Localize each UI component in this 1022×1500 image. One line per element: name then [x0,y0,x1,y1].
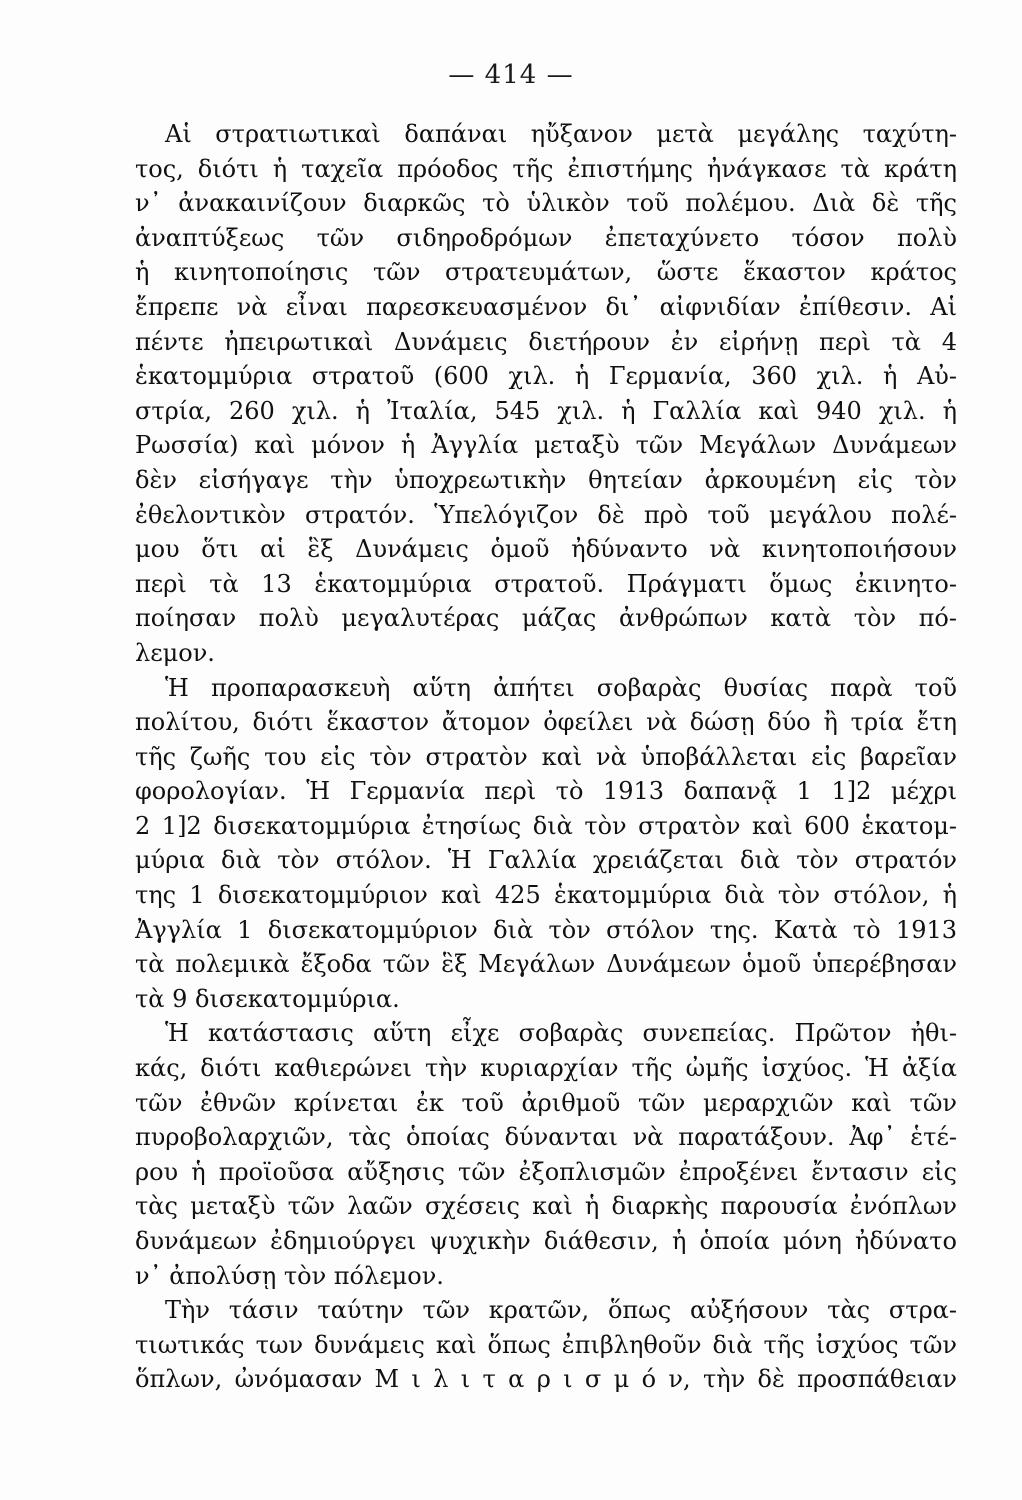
text-line: τιωτικάς των δυνάμεις καὶ ὅπως ἐπιβληθοῦν διὰ τῆς ἰσχύος τῶν [135,1330,957,1359]
text-line: της 1 δισεκατομμύριον καὶ 425 ἑκατομμύρια διὰ τὸν στόλον, ἡ [135,881,957,910]
text-line: Ἡ προπαρασκευὴ αὕτη ἀπήτει σοβαρὰς θυσίας παρὰ τοῦ [165,673,957,702]
text-line: τος, διότι ἡ ταχεῖα πρόοδος τῆς ἐπιστήμης ἠνάγκασε τὰ κράτη [135,154,957,183]
text-line: ἡ κινητοποίησις τῶν στρατευμάτων, ὥστε ἕκαστον κράτος [135,258,957,287]
text-line: 2 1]2 δισεκατομμύρια ἐτησίως διὰ τὸν στρατὸν καὶ 600 ἑκατομ- [135,811,957,840]
text-line: στρία, 260 χιλ. ἡ Ἰταλία, 545 χιλ. ἡ Γαλλία καὶ 940 χιλ. ἡ [135,396,957,425]
text-line: μου ὅτι αἱ ἓξ Δυνάμεις ὁμοῦ ἠδύναντο νὰ κινητοποιήσουν [135,535,957,564]
body-text [135,117,957,1397]
text-line: φορολογίαν. Ἡ Γερμανία περὶ τὸ 1913 δαπανᾷ 1 1]2 μέχρι [135,777,957,806]
text-line: κάς, διότι καθιερώνει τὴν κυριαρχίαν τῆς ὠμῆς ἰσχύος. Ἡ ἀξία [135,1054,957,1083]
text-line: Ρωσσία) καὶ μόνον ἡ Ἀγγλία μεταξὺ τῶν Μεγάλων Δυνάμεων [135,431,957,460]
text-line: τὰ πολεμικὰ ἔξοδα τῶν ἓξ Μεγάλων Δυνάμεων ὁμοῦ ὑπερέβησαν [135,950,957,979]
text-line: ρου ἡ προϊοῦσα αὔξησις τῶν ἐξοπλισμῶν ἐπροξένει ἔντασιν εἰς [135,1157,957,1186]
text-line: πυροβολαρχιῶν, τὰς ὁποίας δύνανται νὰ παρατάξουν. Ἀφ᾿ ἑτέ- [135,1123,957,1152]
text-line: μύρια διὰ τὸν στόλον. Ἡ Γαλλία χρειάζεται διὰ τὸν στρατόν [135,846,957,875]
text-line: Ἡ κατάστασις αὕτη εἶχε σοβαρὰς συνεπείας. Πρῶτον ἠθι- [165,1019,957,1048]
text-line: δὲν εἰσήγαγε τὴν ὑποχρεωτικὴν θητείαν ἀρκουμένη εἰς τὸν [135,465,957,494]
text-line: ὅπλων, ὠνόμασαν Μ ι λ ι τ α ρ ι σ μ ό ν, τὴν δὲ προσπάθειαν [135,1365,957,1394]
text-line: ν᾿ ἀπολύσῃ τὸν πόλεμον. [135,1261,444,1290]
text-line: λεμον. [135,638,215,667]
text-line: ἑκατομμύρια στρατοῦ (600 χιλ. ἡ Γερμανία, 360 χιλ. ἡ Αὐ- [135,362,957,391]
text-line: Αἱ στρατιωτικαὶ δαπάναι ηὔξανον μετὰ μεγάλης ταχύτη- [165,120,957,148]
text-line: ἐθελοντικὸν στρατόν. Ὑπελόγιζον δὲ πρὸ τοῦ μεγάλου πολέ- [135,500,957,529]
page-number: — 414 — [448,60,574,90]
text-line: τῆς ζωῆς του εἰς τὸν στρατὸν καὶ νὰ ὑποβάλλεται εἰς βαρεῖαν [135,742,957,771]
text-line: πολίτου, διότι ἕκαστον ἄτομον ὀφείλει νὰ δώσῃ δύο ἢ τρία ἔτη [135,708,957,737]
text-line: ποίησαν πολὺ μεγαλυτέρας μάζας ἀνθρώπων κατὰ τὸν πό- [135,604,957,633]
text-line: περὶ τὰ 13 ἑκατομμύρια στρατοῦ. Πράγματι ὅμως ἐκινητο- [135,569,957,598]
text-line: δυνάμεων ἐδημιούργει ψυχικὴν διάθεσιν, ἡ ὁποία μόνη ἠδύνατο [135,1227,957,1255]
text-line: Τὴν τάσιν ταύτην τῶν κρατῶν, ὅπως αὐξήσουν τὰς στρα- [165,1296,957,1325]
text-line: ν᾿ ἀνακαινίζουν διαρκῶς τὸ ὑλικὸν τοῦ πολέμου. Διὰ δὲ τῆς [135,189,957,218]
text-line: πέντε ἠπειρωτικαὶ Δυνάμεις διετήρουν ἐν εἰρήνῃ περὶ τὰ 4 [135,327,957,356]
text-line: Ἀγγλία 1 δισεκατομμύριον διὰ τὸν στόλον της. Κατὰ τὸ 1913 [135,915,957,944]
text-line: τῶν ἐθνῶν κρίνεται ἐκ τοῦ ἀριθμοῦ τῶν μεραρχιῶν καὶ τῶν [135,1088,957,1117]
text-line: ἔπρεπε νὰ εἶναι παρεσκευασμένον δι᾿ αἰφνιδίαν ἐπίθεσιν. Αἱ [135,292,957,321]
text-line: τὰς μεταξὺ τῶν λαῶν σχέσεις καὶ ἡ διαρκὴς παρουσία ἐνόπλων [135,1192,957,1221]
text-line: τὰ 9 δισεκατομμύρια. [135,984,400,1013]
text-line: ἀναπτύξεως τῶν σιδηροδρόμων ἐπεταχύνετο τόσον πολὺ [135,223,957,252]
